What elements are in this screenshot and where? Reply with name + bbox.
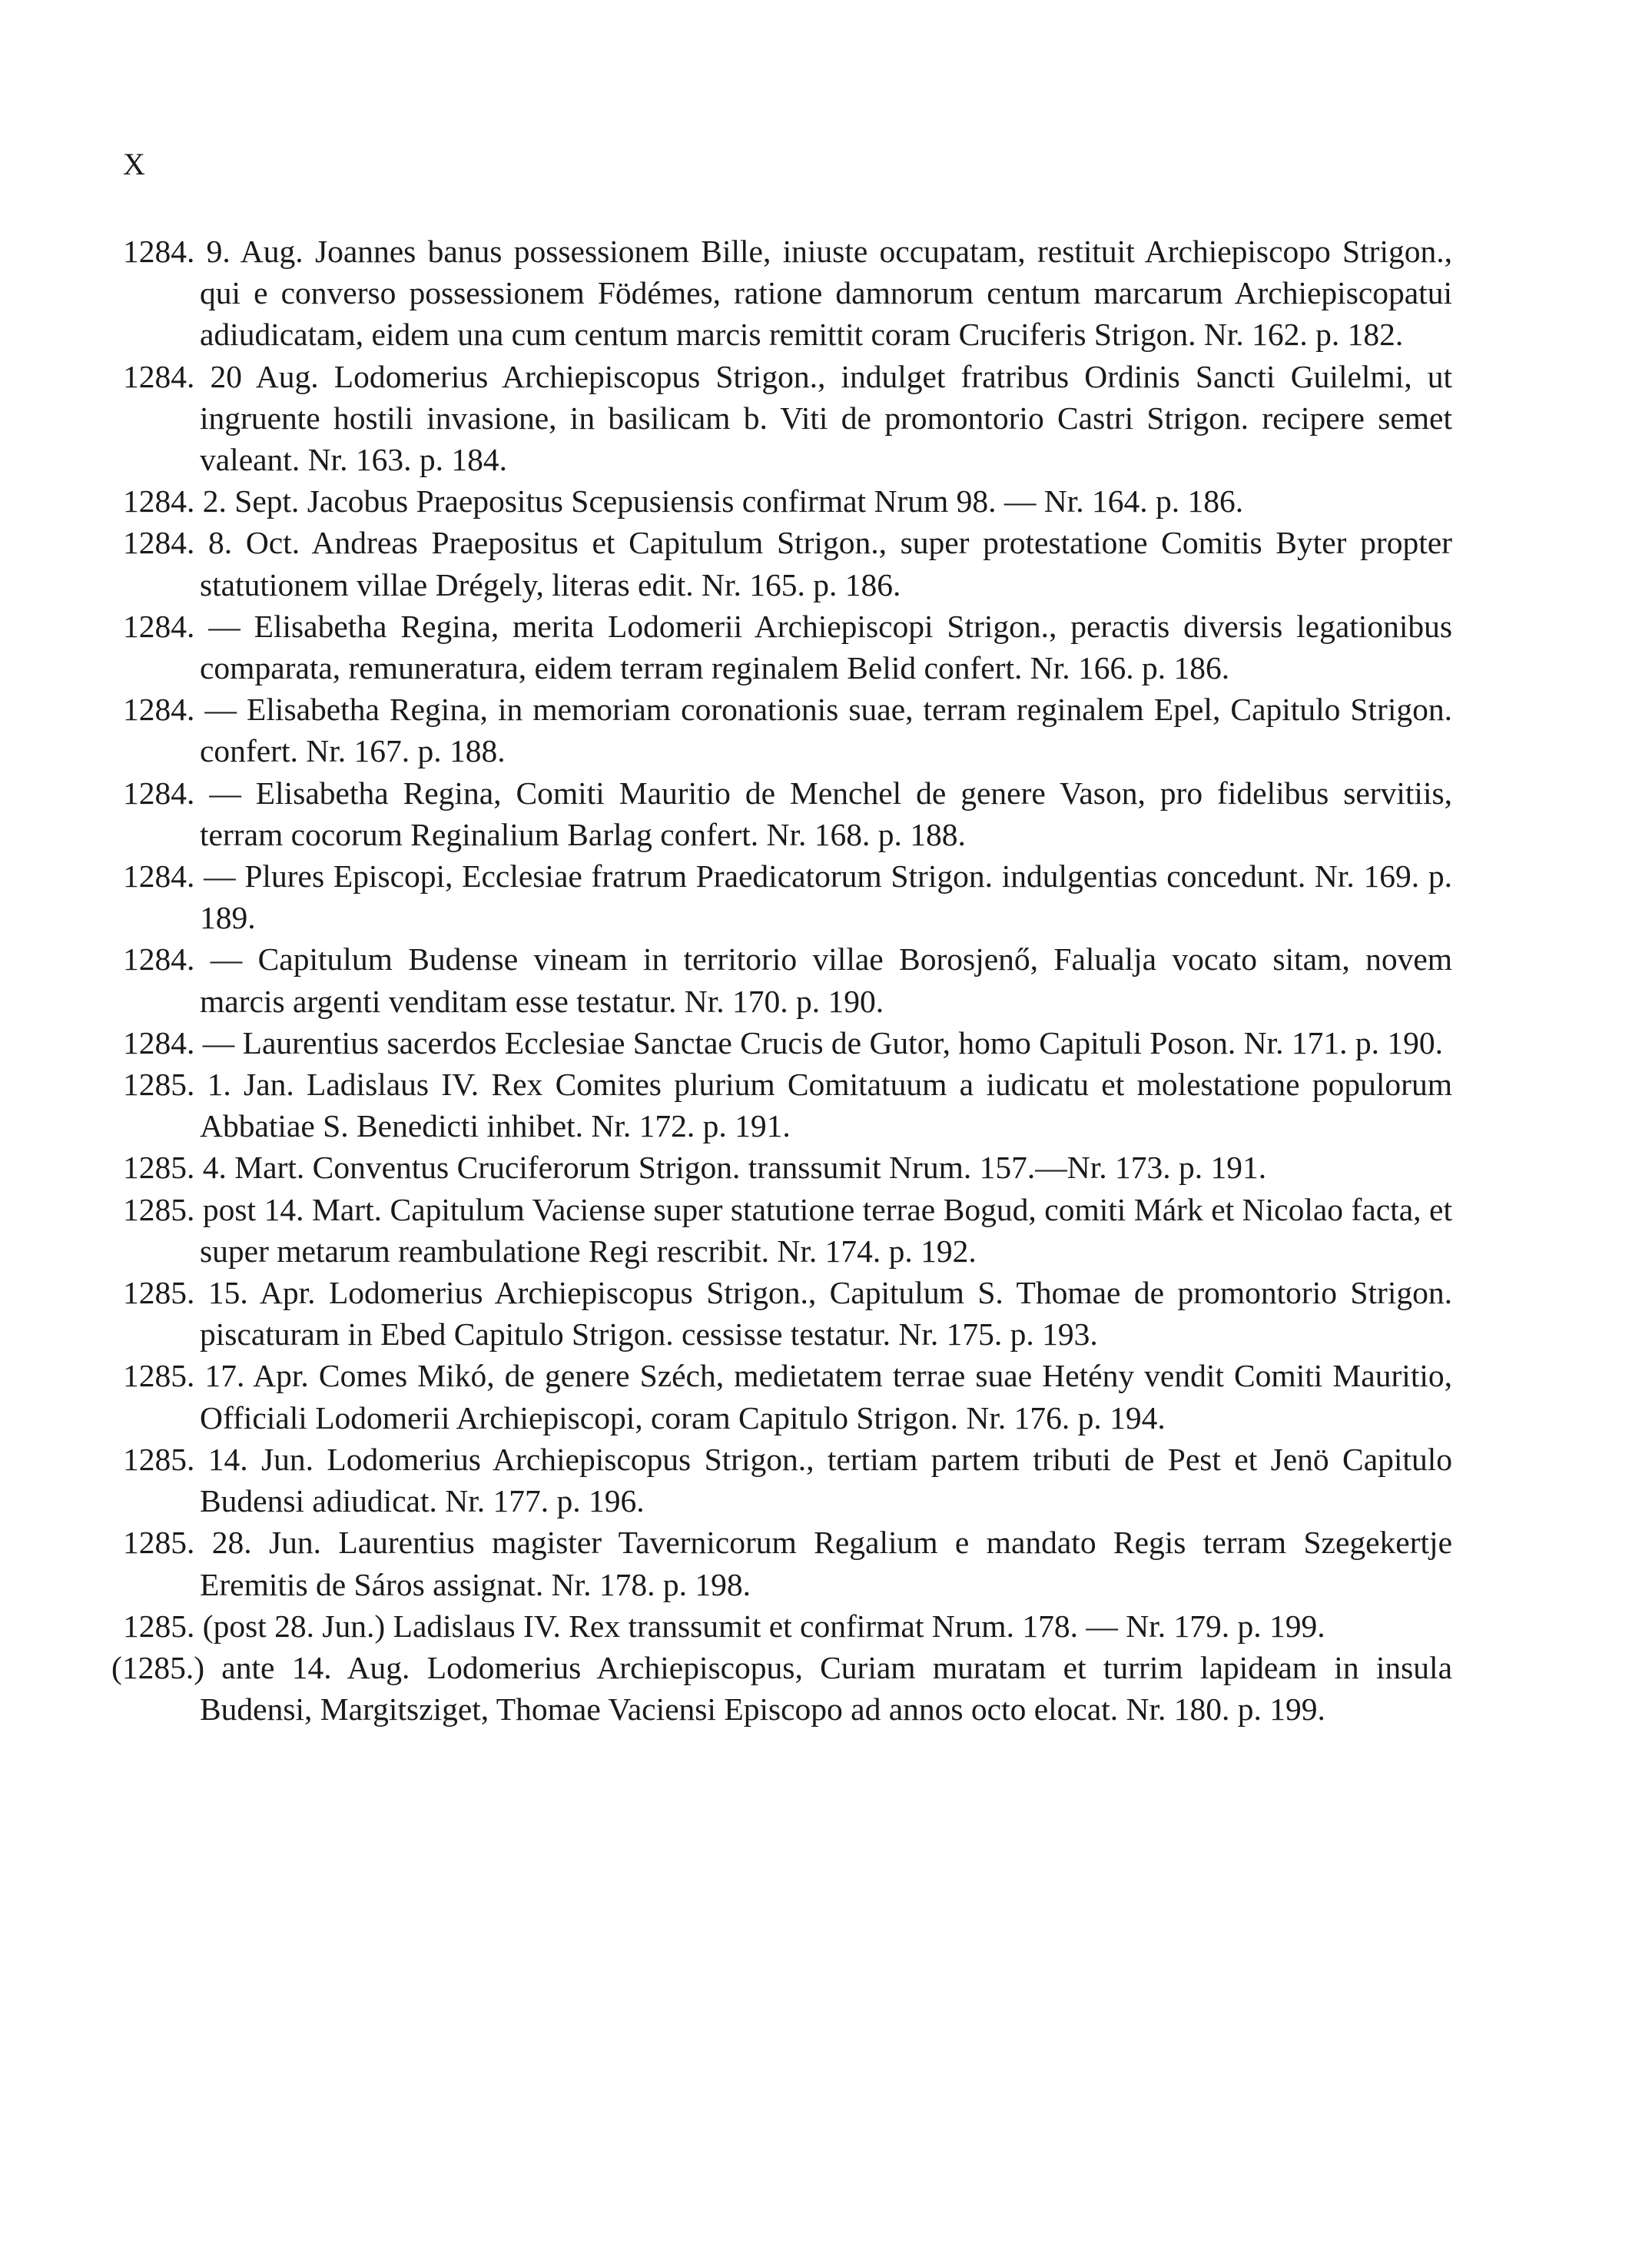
entry-text: Laurentius magister Tavernicorum Regalium e mandato Regis terram Szegekertje Eremitis de Sáros assignat. Nr. 178. p. 198.	[200, 1525, 1452, 1602]
entry-text: Elisabetha Regina, Comiti Mauritio de Menchel de genere Vason, pro fidelibus servitiis, terram cocorum Reginalium Barlag confert. Nr. 168. p. 188.	[200, 775, 1453, 852]
entry-date: 1284. —	[123, 1024, 235, 1060]
entry-date: 1284. —	[123, 941, 243, 977]
regest-entry	[123, 1147, 1452, 1188]
entry-text: Joannes banus possessionem Bille, iniuste occupatam, restituit Archiepiscopo Strigon., qui e converso possessionem Födémes, ratione damnorum centum marcarum Archiepiscopatui adiudicatam, eidem una cum centum marcis remittit coram Cruciferis Strigon. Nr. 162. p. 182.	[200, 234, 1453, 353]
regest-entry	[123, 1605, 1452, 1647]
entry-text: Lodomerius Archiepiscopus Strigon., Capitulum S. Thomae de promontorio Strigon. piscaturam in Ebed Capitulo Strigon. cessisse testatur. Nr. 175. p. 193.	[200, 1275, 1453, 1353]
entry-date: 1285. (post 28. Jun.)	[123, 1608, 386, 1644]
regest-entry	[123, 1522, 1452, 1605]
entry-text: Plures Episcopi, Ecclesiae fratrum Praedicatorum Strigon. indulgentias concedunt. Nr. 169. p. 189.	[200, 858, 1453, 936]
entry-text: Lodomerius Archiepiscopus Strigon., indulget fratribus Ordinis Sancti Guilelmi, ut ingruente hostili invasione, in basilicam b. Viti de promontorio Castri Strigon. recipere semet valeant. Nr. 163. p. 184.	[200, 358, 1452, 478]
regest-entry	[111, 1647, 1452, 1730]
entry-date: 1285. 28. Jun.	[123, 1525, 321, 1561]
entry-date: 1284. —	[123, 775, 241, 811]
entry-text: Capitulum Vaciense super statutione terrae Bogud, comiti Márk et Nicolao facta, et super metarum reambulatione Regi rescribit. Nr. 174. p. 192.	[200, 1191, 1452, 1269]
entry-date: (1285.) ante 14. Aug.	[111, 1649, 410, 1685]
regest-entry	[123, 1064, 1452, 1147]
regest-entry	[123, 231, 1452, 356]
entry-text: Conventus Cruciferorum Strigon. transsumit Nrum. 157.—Nr. 173. p. 191.	[312, 1150, 1267, 1186]
entry-date: 1284. —	[123, 692, 237, 728]
entry-text: Jacobus Praepositus Scepusiensis confirmat Nrum 98. — Nr. 164. p. 186.	[307, 483, 1244, 519]
entry-date: 1285. 17. Apr.	[123, 1358, 309, 1394]
entry-date: 1284. 9. Aug.	[123, 234, 304, 269]
entry-date: 1284. —	[123, 858, 236, 895]
page-number: X	[123, 147, 146, 181]
entry-date: 1284. —	[123, 608, 241, 644]
regest-entry	[123, 938, 1452, 1021]
entry-text: Ladislaus IV. Rex Comites plurium Comitatuum a iudicatu et molestatione populorum Abbatiae S. Benedicti inhibet. Nr. 172. p. 191.	[200, 1067, 1452, 1144]
entry-date: 1285. 14. Jun.	[123, 1441, 314, 1477]
entry-text: Elisabetha Regina, in memoriam coronationis suae, terram reginalem Epel, Capitulo Strigon. confert. Nr. 167. p. 188.	[200, 692, 1453, 769]
regest-entry	[123, 772, 1452, 855]
entry-date: 1285. 1. Jan.	[123, 1067, 294, 1103]
entry-date: 1284. 20 Aug.	[123, 358, 319, 394]
entry-text: Lodomerius Archiepiscopus, Curiam muratam et turrim lapideam in insula Budensi, Margitsziget, Thomae Vaciensi Episcopo ad annos octo elocat. Nr. 180. p. 199.	[200, 1649, 1452, 1728]
regest-entry	[123, 522, 1452, 605]
entry-text: Capitulum Budense vineam in territorio villae Borosjenő, Falualja vocato sitam, novem marcis argenti venditam esse testatur. Nr. 170. p. 190.	[200, 941, 1453, 1019]
entry-text: Elisabetha Regina, merita Lodomerii Archiepiscopi Strigon., peractis diversis legationibus comparata, remuneratura, eidem terram reginalem Belid confert. Nr. 166. p. 186.	[200, 608, 1452, 686]
entry-date: 1285. post 14. Mart.	[123, 1191, 383, 1227]
entry-date: 1284. 8. Oct.	[123, 525, 300, 561]
regest-entry	[123, 356, 1452, 481]
regest-entry	[123, 1355, 1452, 1438]
regest-entry	[123, 480, 1452, 522]
regest-entry	[123, 855, 1452, 938]
regest-entry	[123, 1272, 1452, 1355]
entry-text: Andreas Praepositus et Capitulum Strigon., super protestatione Comitis Byter propter statutionem villae Drégely, literas edit. Nr. 165. p. 186.	[200, 525, 1453, 602]
regest-entry	[123, 1189, 1452, 1272]
regest-entry	[123, 689, 1452, 772]
regest-entry	[123, 1439, 1452, 1522]
entry-text: Laurentius sacerdos Ecclesiae Sanctae Crucis de Gutor, homo Capituli Poson. Nr. 171. p. 190.	[242, 1024, 1443, 1060]
entry-date: 1285. 15. Apr.	[123, 1275, 316, 1311]
entry-date: 1284. 2. Sept.	[123, 483, 300, 519]
regest-entry	[123, 606, 1452, 689]
entry-text: Ladislaus IV. Rex transsumit et confirmat Nrum. 178. — Nr. 179. p. 199.	[393, 1608, 1325, 1644]
entry-text: Comes Mikó, de genere Széch, medietatem terrae suae Hetény vendit Comiti Mauritio, Officiali Lodomerii Archiepiscopi, coram Capitulo Strigon. Nr. 176. p. 194.	[200, 1358, 1453, 1436]
entry-date: 1285. 4. Mart.	[123, 1150, 305, 1186]
regesta-list	[111, 231, 1453, 1730]
entry-text: Lodomerius Archiepiscopus Strigon., tertiam partem tributi de Pest et Jenö Capitulo Budensi adiudicat. Nr. 177. p. 196.	[200, 1441, 1452, 1519]
regest-entry	[123, 1022, 1452, 1064]
